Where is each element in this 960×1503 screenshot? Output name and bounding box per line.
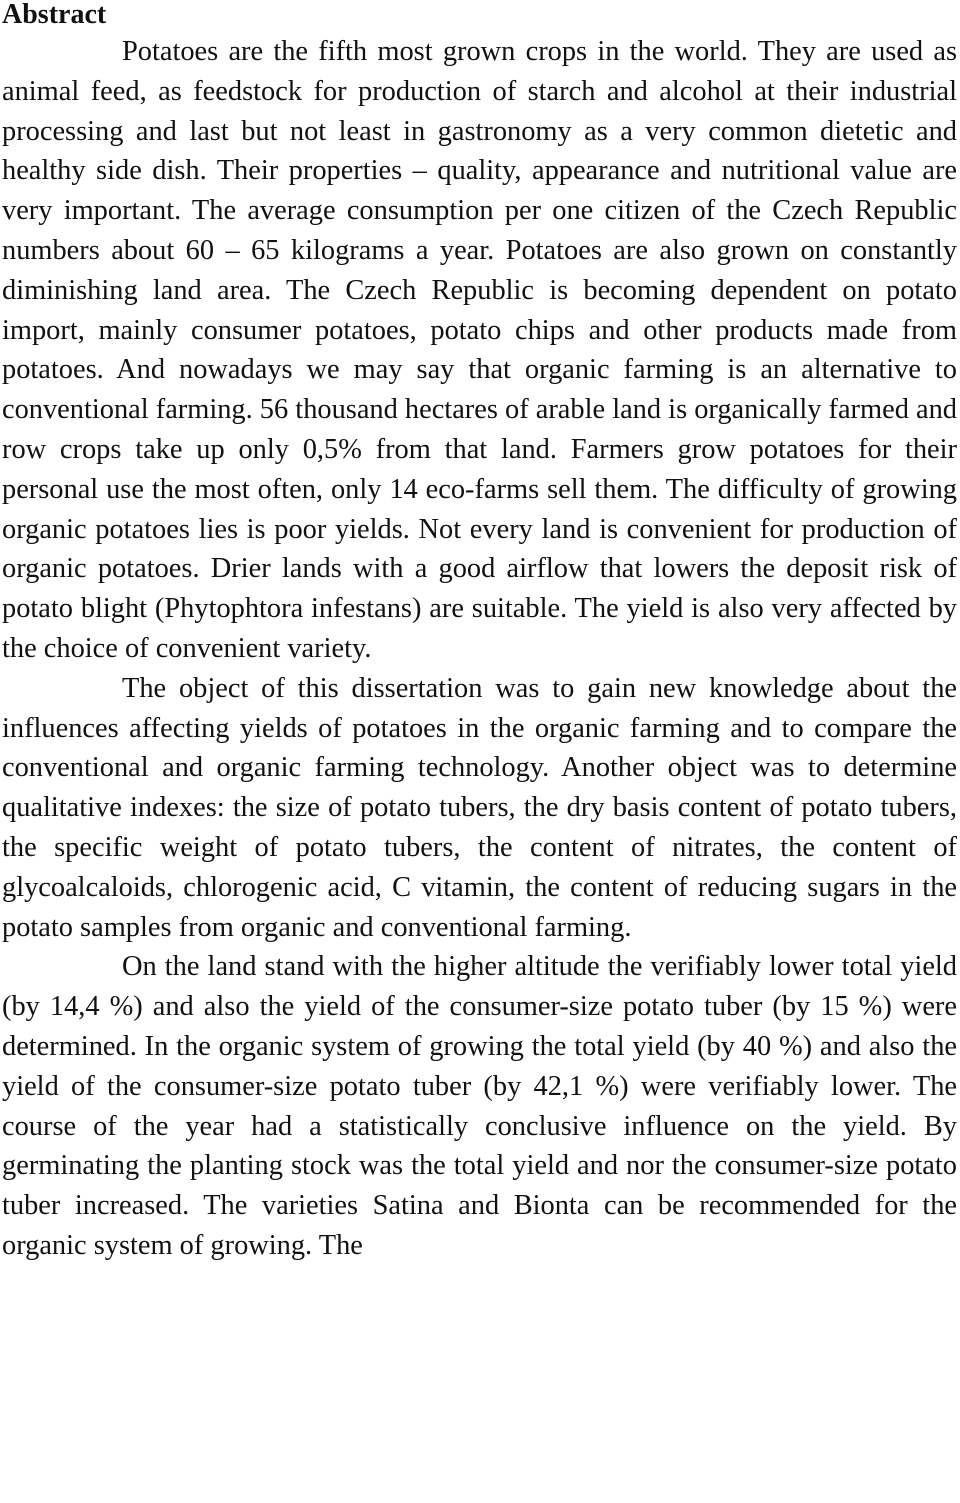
abstract-heading: Abstract: [2, 0, 107, 30]
abstract-paragraph-results: On the land stand with the higher altitude the verifiably lower total yield (by 14,4 %) and also the yield of the consumer-size potato tuber (by 15 %) were determined. In the organic system of growing the total yield (by 40 %) and also the yield of the consumer-size potato tuber (by 42,1 %) were verifiably lower. The course of the year had a statistically conclusive influence on the yield. By germinating the planting stock was the total yield and nor the consumer-size potato tuber increased. The varieties Satina and Bionta can be recommended for the organic system of growing. The: [2, 951, 957, 1261]
abstract-paragraph-objectives: The object of this dissertation was to gain new knowledge about the influences affecting yields of potatoes in the organic farming and to compare the conventional and organic farming technology. Another object was to determine qualitative indexes: the size of potato tubers, the dry basis content of potato tubers, the specific weight of potato tubers, the content of nitrates, the content of glycoalcaloids, chlorogenic acid, C vitamin, the content of reducing sugars in the potato samples from organic and conventional farming.: [2, 672, 957, 943]
abstract-paragraph-intro: Potatoes are the fifth most grown crops in the world. They are used as animal feed, as feedstock for production of starch and alcohol at their industrial processing and last but not least in gastronomy as a very common dietetic and healthy side dish. Their properties – quality, appearance and nutritional value are very important. The average consumption per one citizen of the Czech Republic numbers about 60 – 65 kilograms a year. Potatoes are also grown on constantly diminishing land area. The Czech Republic is becoming dependent on potato import, mainly consumer potatoes, potato chips and other products made from potatoes. And nowadays we may say that organic farming is an alternative to conventional farming. 56 thousand hectares of arable land is organically farmed and row crops take up only 0,5% from that land. Farmers grow potatoes for their personal use the most often, only 14 eco-farms sell them. The difficulty of growing organic potatoes lies is poor yields. Not every land is convenient for production of organic potatoes. Drier lands with a good airflow that lowers the deposit risk of potato blight (Phytophtora infestans) are suitable. The yield is also very affected by the choice of convenient variety.: [2, 36, 957, 664]
